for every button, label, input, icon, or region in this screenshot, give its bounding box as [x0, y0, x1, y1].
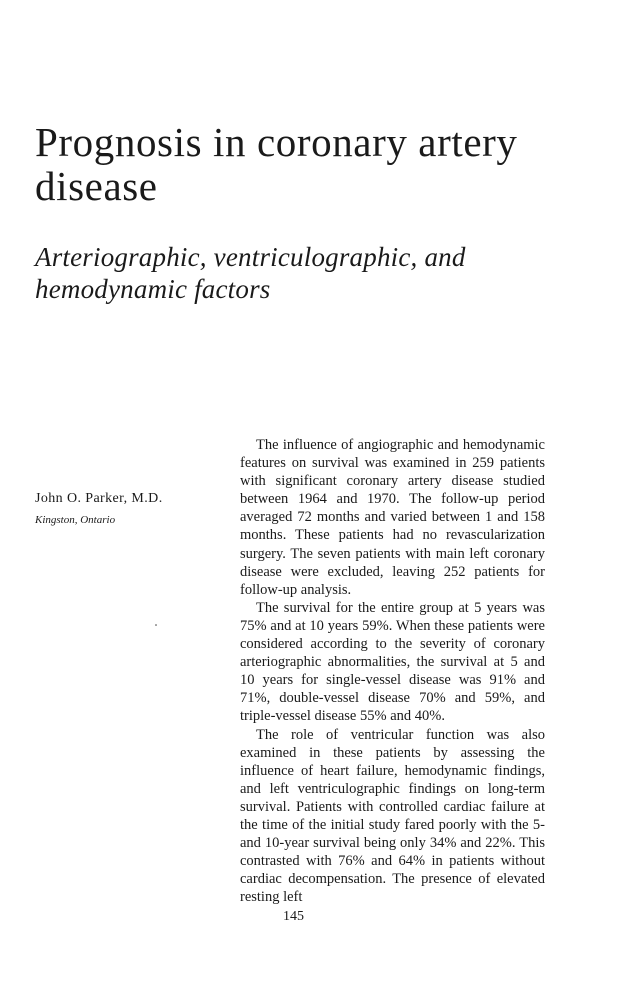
- abstract-column: [240, 436, 545, 906]
- article-title: Prognosis in coronary artery disease: [35, 119, 518, 209]
- abstract-paragraph: The influence of angiographic and hemodynamic features on survival was examined in 259 patients with significant coronary artery disease studied between 1964 and 1970. The follow-up period averaged 72 months and varied between 1 and 158 months. These patients had no revascularization surgery. The seven patients with main left coronary disease were excluded, leaving 252 patients for follow-up analysis.: [240, 437, 545, 598]
- abstract-paragraph: The survival for the entire group at 5 years was 75% and at 10 years 59%. When these patients were considered according to the severity of coronary arteriographic abnormalities, the survival at 5 and 10 years for single-vessel disease was 91% and 71%, double-vessel disease 70% and 59%, and triple-vessel disease 55% and 40%.: [240, 599, 545, 725]
- page-number: 145: [283, 909, 304, 924]
- scan-speck: [155, 624, 157, 626]
- author-name: John O. Parker, M.D.: [35, 491, 163, 506]
- article-subtitle: Arteriographic, ventriculographic, and hemodynamic factors: [35, 242, 466, 304]
- author-affiliation: Kingston, Ontario: [35, 514, 116, 526]
- abstract-paragraph: The role of ventricular function was also examined in these patients by assessing the influence of heart failure, hemodynamic findings, and left ventriculographic findings on long-term survival. Patients with controlled cardiac failure at the time of the initial study fared poorly with the 5- and 10-year survival being only 34% and 22%. This contrasted with 76% and 64% in patients without cardiac decompensation. The presence of elevated resting left: [240, 726, 545, 906]
